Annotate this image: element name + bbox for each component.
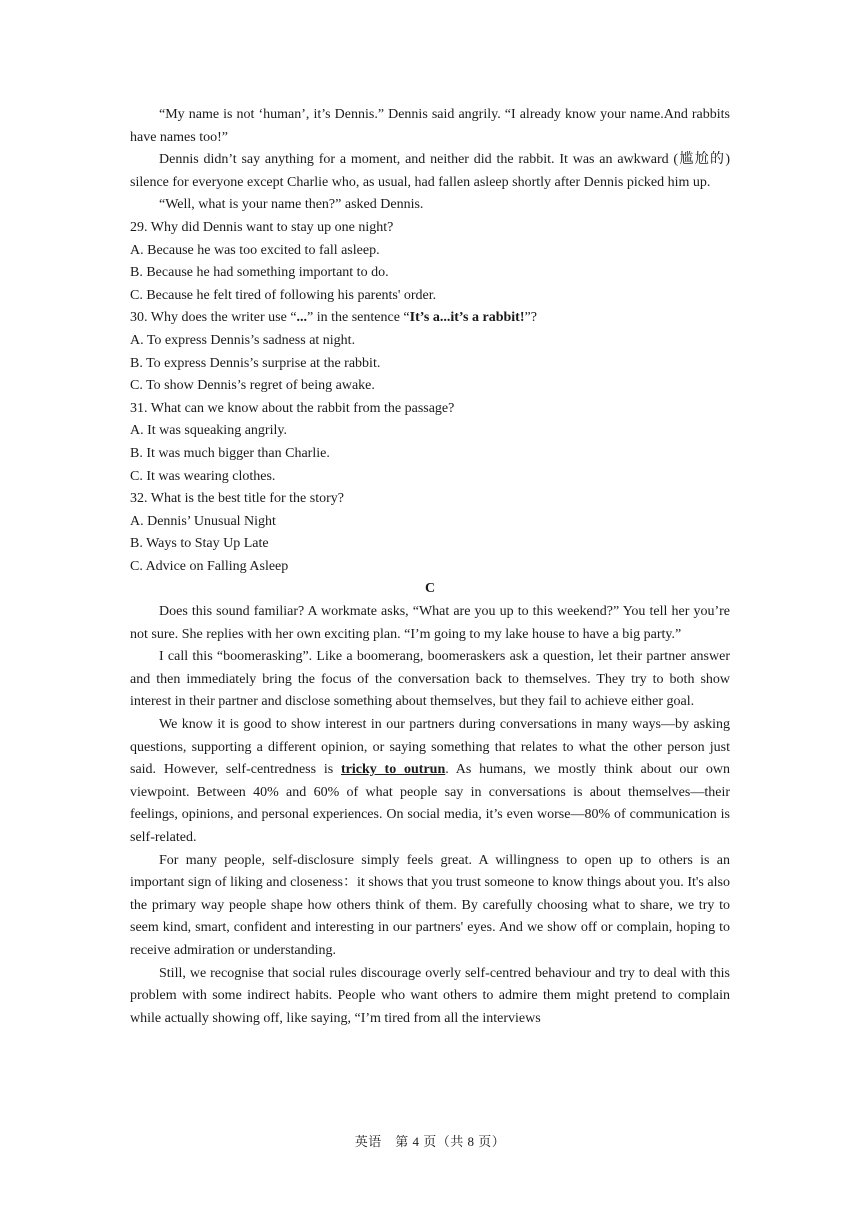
passage-paragraph: Still, we recognise that social rules discourage overly self-centred behaviour and try to deal with this problem with some indirect habits. People who want others to admire them might pretend to complain while actually showing off, like saying, “I’m tired from all the interviews	[130, 965, 730, 1026]
passage-paragraph: Does this sound familiar? A workmate asks, “What are you up to this weekend?” You tell her you’re not sure. She replies with her own exciting plan. “I’m going to my lake house to have a big party.”	[130, 604, 730, 642]
stem-text: 30. Why does the writer use “	[130, 310, 297, 326]
paragraph-text: We know it is good to show interest in our partners during conversations in many ways—by asking questions, supporting a different opinion, or saying something that relates to what the other person just said. However, self-centredness is	[130, 717, 730, 778]
ellipsis-mark: ...	[296, 310, 308, 326]
passage-paragraph: I call this “boomerasking”. Like a boomerang, boomeraskers ask a question, let their partner answer and then immediately bring the focus of the conversation back to themselves. They try to both show interest in their partner and disclose something about themselves, but they fail to achieve either goal.	[130, 649, 730, 710]
answer-option: C. Advice on Falling Asleep	[130, 558, 289, 574]
story-paragraph: “Well, what is your name then?” asked Dennis.	[159, 197, 424, 213]
answer-option: C. It was wearing clothes.	[130, 468, 276, 484]
quoted-sentence: It’s a...it’s a rabbit!	[409, 310, 525, 326]
stem-text: ” in the sentence “	[307, 310, 410, 326]
stem-text: ”?	[524, 310, 537, 326]
question-31	[130, 398, 730, 488]
answer-option: A. It was squeaking angrily.	[130, 423, 287, 439]
page-content	[130, 104, 730, 1030]
answer-option: B. Ways to Stay Up Late	[130, 536, 269, 552]
question-32	[130, 488, 730, 578]
underlined-phrase: tricky to outrun	[340, 762, 446, 778]
question-29	[130, 217, 730, 307]
answer-option: B. Because he had something important to do.	[130, 265, 389, 281]
story-paragraph: Dennis didn’t say anything for a moment, and neither did the rabbit. It was an awkward (尴尬的) silence for everyone except Charlie who, as usual, had fallen asleep shortly after Dennis picked him up.	[130, 152, 730, 190]
story-paragraph: “My name is not ‘human’, it’s Dennis.” Dennis said angrily. “I already know your name.And rabbits have names too!”	[130, 107, 730, 145]
question-stem: 29. Why did Dennis want to stay up one night?	[130, 219, 394, 235]
answer-option: A. To express Dennis’s sadness at night.	[130, 332, 356, 348]
answer-option: A. Because he was too excited to fall asleep.	[130, 242, 380, 258]
passage-paragraph: For many people, self-disclosure simply feels great. A willingness to open up to others is an important sign of liking and closeness：it shows that you trust someone to know things about you. It's also the primary way people shape how others think of them. By carefully choosing what to share, we try to seem kind, smart, confident and interesting in our partners' eyes. And we show off or complain, hoping to receive admiration or understanding.	[130, 852, 730, 958]
question-30	[130, 307, 730, 397]
question-stem: 32. What is the best title for the story?	[130, 491, 344, 507]
question-stem: 31. What can we know about the rabbit from the passage?	[130, 400, 455, 416]
passage-paragraph	[130, 714, 730, 850]
answer-option: C. Because he felt tired of following his parents' order.	[130, 287, 437, 303]
section-heading: C	[424, 581, 436, 597]
answer-option: B. It was much bigger than Charlie.	[130, 445, 330, 461]
answer-option: A. Dennis’ Unusual Night	[130, 513, 276, 529]
answer-option: B. To express Dennis’s surprise at the rabbit.	[130, 355, 381, 371]
page-footer: 英语 第 4 页（共 8 页）	[354, 1134, 506, 1149]
question-stem	[130, 307, 730, 330]
paragraph-text: . As humans, we mostly think about our own viewpoint. Between 40% and 60% of what people say in conversations is about themselves—their feelings, opinions, and personal experiences. On social media, it’s even worse—80% of communication is self-related.	[130, 762, 730, 845]
answer-option: C. To show Dennis’s regret of being awake.	[130, 378, 375, 394]
